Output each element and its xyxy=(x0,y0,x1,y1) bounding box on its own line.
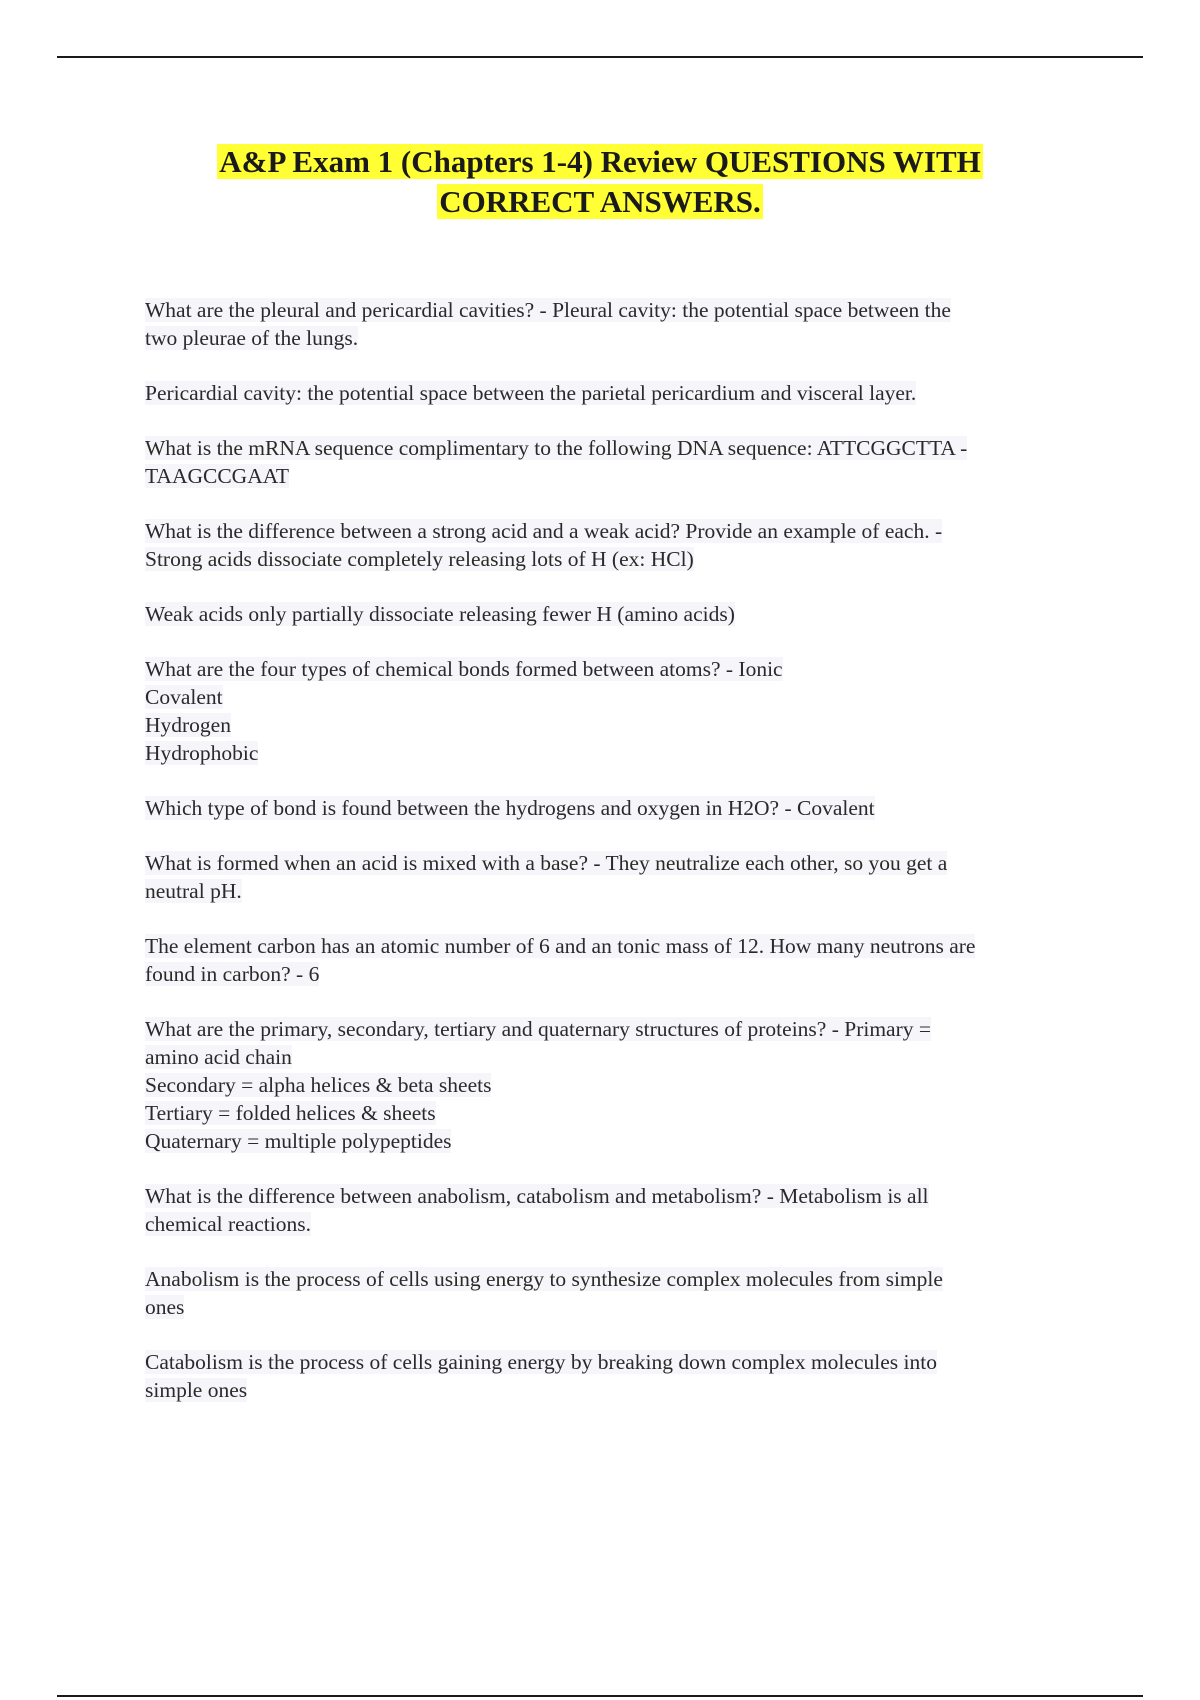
qa-paragraph xyxy=(145,296,1085,352)
text-line: Secondary = alpha helices & beta sheets xyxy=(145,1073,492,1097)
text-line: chemical reactions. xyxy=(145,1212,311,1236)
text-line: Weak acids only partially dissociate releasing fewer H (amino acids) xyxy=(145,602,735,626)
text-line: two pleurae of the lungs. xyxy=(145,326,359,350)
qa-paragraph xyxy=(145,379,1085,407)
text-line: Tertiary = folded helices & sheets xyxy=(145,1101,436,1125)
qa-paragraph xyxy=(145,1182,1085,1238)
title-line-1: A&P Exam 1 (Chapters 1-4) Review QUESTIONS WITH xyxy=(219,144,981,179)
document-title xyxy=(100,142,1100,222)
qa-paragraph xyxy=(145,1015,1085,1155)
text-line: Anabolism is the process of cells using energy to synthesize complex molecules from simple xyxy=(145,1267,943,1291)
text-line: Strong acids dissociate completely releasing lots of H (ex: HCl) xyxy=(145,547,694,571)
text-line: TAAGCCGAAT xyxy=(145,464,290,488)
text-line: What is formed when an acid is mixed with a base? - They neutralize each other, so you get a xyxy=(145,851,948,875)
top-rule xyxy=(57,56,1143,58)
qa-paragraph xyxy=(145,1265,1085,1321)
text-line: simple ones xyxy=(145,1378,248,1402)
text-line: Catabolism is the process of cells gaining energy by breaking down complex molecules into xyxy=(145,1350,937,1374)
text-line: neutral pH. xyxy=(145,879,242,903)
text-line: amino acid chain xyxy=(145,1045,292,1069)
qa-paragraph xyxy=(145,600,1085,628)
qa-paragraph xyxy=(145,434,1085,490)
bottom-rule xyxy=(57,1695,1143,1697)
text-line: Pericardial cavity: the potential space between the parietal pericardium and visceral layer. xyxy=(145,381,917,405)
qa-paragraph xyxy=(145,794,1085,822)
text-line: What is the difference between anabolism, catabolism and metabolism? - Metabolism is all xyxy=(145,1184,929,1208)
text-line: What are the pleural and pericardial cavities? - Pleural cavity: the potential space between the xyxy=(145,298,951,322)
text-line: ones xyxy=(145,1295,185,1319)
text-line: What are the primary, secondary, tertiary and quaternary structures of proteins? - Primary = xyxy=(145,1017,932,1041)
text-line: Covalent xyxy=(145,685,223,709)
text-line: What are the four types of chemical bonds formed between atoms? - Ionic xyxy=(145,657,783,681)
qa-paragraph xyxy=(145,932,1085,988)
document-body xyxy=(145,296,1085,1431)
text-line: Which type of bond is found between the hydrogens and oxygen in H2O? - Covalent xyxy=(145,796,875,820)
qa-paragraph xyxy=(145,1348,1085,1404)
title-text xyxy=(100,142,1100,222)
text-line: Hydrogen xyxy=(145,713,231,737)
title-line-2: CORRECT ANSWERS. xyxy=(439,184,761,219)
text-line: The element carbon has an atomic number of 6 and an tonic mass of 12. How many neutrons are xyxy=(145,934,976,958)
qa-paragraph xyxy=(145,517,1085,573)
text-line: What is the difference between a strong acid and a weak acid? Provide an example of each. - xyxy=(145,519,943,543)
qa-paragraph xyxy=(145,849,1085,905)
text-line: Quaternary = multiple polypeptides xyxy=(145,1129,452,1153)
text-line: found in carbon? - 6 xyxy=(145,962,320,986)
qa-paragraph xyxy=(145,655,1085,767)
text-line: What is the mRNA sequence complimentary to the following DNA sequence: ATTCGGCTTA - xyxy=(145,436,968,460)
text-line: Hydrophobic xyxy=(145,741,259,765)
